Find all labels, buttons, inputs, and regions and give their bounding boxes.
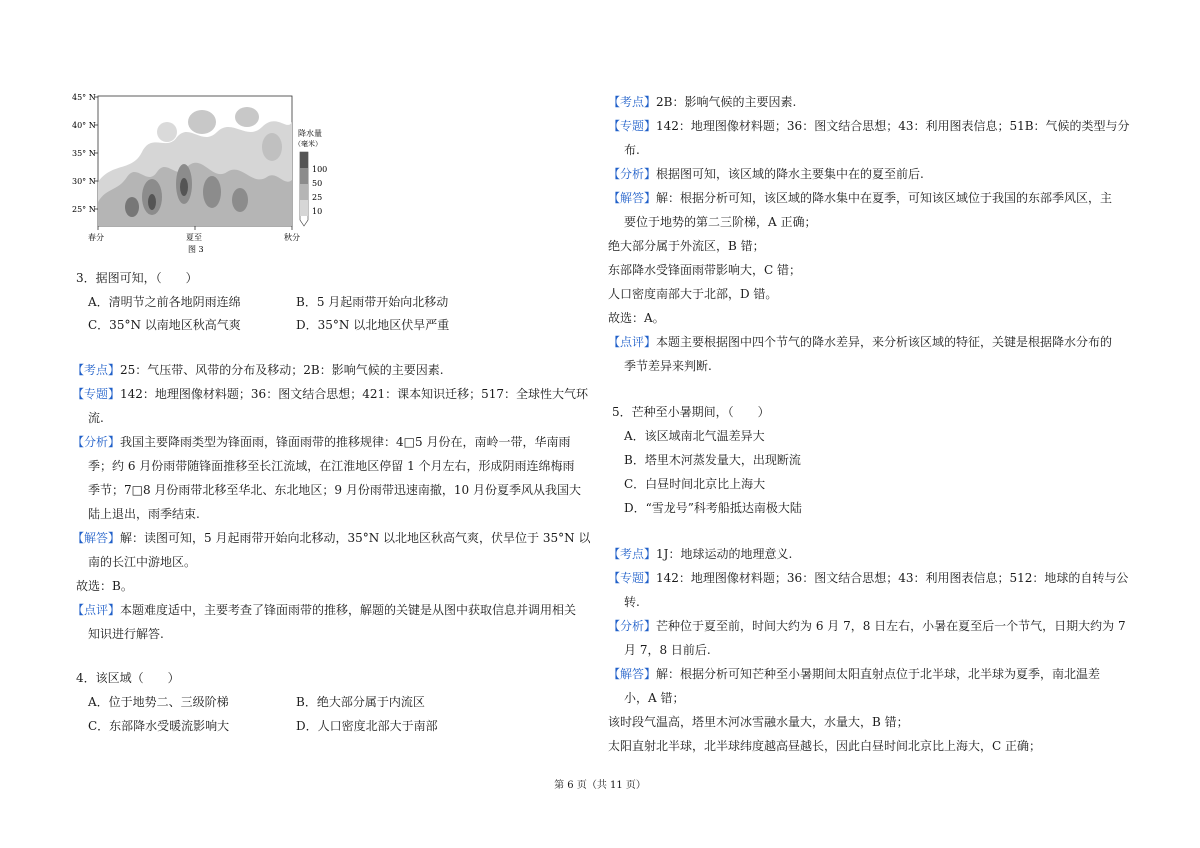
lat-label-40: 40° N bbox=[72, 121, 96, 130]
q3-zhuanti-text-1: 142：地理图像材料题；36：图文结合思想；421：课本知识迁移；517：全球性大气环 bbox=[120, 387, 589, 401]
q4-jieda-text-5: 人口密度南部大于北部，D 错。 bbox=[608, 287, 778, 301]
q4-jieda-text-3: 绝大部分属于外流区，B 错； bbox=[608, 239, 765, 253]
q5-jieda bbox=[608, 666, 1100, 682]
legend-bar bbox=[300, 152, 308, 226]
q5-option-c: C．白昼时间北京比上海大 bbox=[624, 477, 766, 491]
q5-option-b: B．塔里木河蒸发量大，出现断流 bbox=[624, 453, 801, 467]
q5-fenxi-text-1: 芒种位于夏至前，时间大约为 6 月 7，8 日左右，小暑在夏至后一个节气，日期大约为 7 bbox=[656, 619, 1126, 633]
q3-jieda-text-2: 南的长江中游地区。 bbox=[88, 555, 197, 569]
q3-dianping-text-1: 本题难度适中，主要考查了锋面雨带的推移，解题的关键是从图中获取信息并调用相关 bbox=[120, 603, 577, 617]
q3-zhuanti bbox=[72, 386, 588, 402]
q3-option-d: D．35°N 以北地区伏旱严重 bbox=[296, 318, 450, 332]
q4-zhuanti-text-2: 布. bbox=[624, 143, 640, 157]
q3-kaodian-tag: 【考点】 bbox=[72, 363, 121, 377]
q4-option-a: A．位于地势二、三级阶梯 bbox=[88, 695, 229, 709]
q4-zhuanti-tag: 【专题】 bbox=[608, 119, 657, 133]
q4-zhuanti-text-1: 142：地理图像材料题；36：图文结合思想；43：利用图表信息；51B：气候的类型与分 bbox=[656, 119, 1130, 133]
q5-jieda-text-1: 解：根据分析可知芒种至小暑期间太阳直射点位于北半球，北半球为夏季，南北温差 bbox=[656, 667, 1101, 681]
q3-dianping-tag: 【点评】 bbox=[72, 603, 121, 617]
q4-dianping bbox=[608, 334, 1112, 350]
q3-fenxi-tag: 【分析】 bbox=[72, 435, 121, 449]
q3-dianping-text-2: 知识进行解答. bbox=[88, 627, 164, 641]
q4-answer: 故选：A。 bbox=[608, 311, 665, 325]
q4-jieda bbox=[608, 190, 1112, 206]
precipitation-figure bbox=[72, 92, 332, 258]
lat-label-45: 45° N bbox=[72, 93, 96, 102]
q3-option-a: A．清明节之前各地阴雨连绵 bbox=[88, 295, 241, 309]
q5-kaodian bbox=[608, 546, 792, 562]
q3-kaodian-text: 25：气压带、风带的分布及移动；2B：影响气候的主要因素. bbox=[120, 363, 444, 377]
q3-dianping bbox=[72, 602, 576, 618]
precipitation-chart bbox=[72, 92, 332, 258]
q4-stem: 4．该区域（ ） bbox=[76, 671, 180, 685]
q4-kaodian bbox=[608, 94, 796, 110]
figure-caption: 图 3 bbox=[188, 245, 204, 254]
q5-fenxi bbox=[608, 618, 1126, 634]
q5-option-d: D．“雪龙号”科考船抵达南极大陆 bbox=[624, 501, 802, 515]
legend-value-100: 100 bbox=[312, 165, 328, 174]
q5-jieda-text-2: 小，A 错； bbox=[624, 691, 685, 705]
q5-zhuanti-text-2: 转. bbox=[624, 595, 640, 609]
q5-jieda-text-3: 该时段气温高，塔里木河冰雪融水量大，水量大，B 错； bbox=[608, 715, 909, 729]
q3-fenxi-text-2: 季；约 6 月份雨带随锋面推移至长江流域，在江淮地区停留 1 个月左右，形成阴雨连绵梅雨 bbox=[88, 459, 575, 473]
q3-stem: 3．据图可知，（ ） bbox=[76, 271, 198, 285]
q3-jieda bbox=[72, 530, 590, 546]
legend-value-50: 50 bbox=[312, 179, 323, 188]
x-label-qiufen: 秋分 bbox=[284, 233, 300, 242]
q5-kaodian-text: 1J：地球运动的地理意义. bbox=[656, 547, 793, 561]
q5-jieda-tag: 【解答】 bbox=[608, 667, 657, 681]
q4-dianping-tag: 【点评】 bbox=[608, 335, 657, 349]
q4-fenxi-text: 根据图可知，该区域的降水主要集中在的夏至前后. bbox=[656, 167, 924, 181]
q3-fenxi bbox=[72, 434, 570, 450]
q5-zhuanti-text-1: 142：地理图像材料题；36：图文结合思想；43：利用图表信息；512：地球的自转与公 bbox=[656, 571, 1129, 585]
q5-fenxi-tag: 【分析】 bbox=[608, 619, 657, 633]
legend-value-25: 25 bbox=[312, 193, 323, 202]
q3-answer: 故选：B。 bbox=[76, 579, 133, 593]
q4-jieda-text-1: 解：根据分析可知，该区域的降水集中在夏季，可知该区域位于我国的东部季风区，主 bbox=[656, 191, 1113, 205]
q5-fenxi-text-2: 月 7，8 日前后. bbox=[624, 643, 711, 657]
q3-jieda-text-1: 解：读图可知，5 月起雨带开始向北移动，35°N 以北地区秋高气爽，伏旱位于 35°N 以 bbox=[120, 531, 591, 545]
legend-unit: （毫米） bbox=[294, 140, 322, 148]
q4-jieda-tag: 【解答】 bbox=[608, 191, 657, 205]
q4-jieda-text-4: 东部降水受锋面雨带影响大，C 错； bbox=[608, 263, 801, 277]
q4-fenxi bbox=[608, 166, 924, 182]
q5-zhuanti bbox=[608, 570, 1128, 586]
x-label-xiazhi: 夏至 bbox=[186, 233, 202, 242]
q4-kaodian-text: 2B：影响气候的主要因素. bbox=[656, 95, 797, 109]
q4-dianping-text-1: 本题主要根据图中四个节气的降水差异，来分析该区域的特征，关键是根据降水分布的 bbox=[656, 335, 1113, 349]
q5-jieda-text-4: 太阳直射北半球，北半球纬度越高昼越长，因此白昼时间北京比上海大，C 正确； bbox=[608, 739, 1041, 753]
q5-kaodian-tag: 【考点】 bbox=[608, 547, 657, 561]
lat-label-25: 25° N bbox=[72, 205, 96, 214]
q3-fenxi-text-4: 陆上退出，雨季结束. bbox=[88, 507, 200, 521]
q3-fenxi-text-3: 季节；7□8 月份雨带北移至华北、东北地区；9 月份雨带迅速南撤，10 月份夏季风从我国大 bbox=[88, 483, 581, 497]
q5-zhuanti-tag: 【专题】 bbox=[608, 571, 657, 585]
q4-option-b: B．绝大部分属于内流区 bbox=[296, 695, 425, 709]
q4-zhuanti bbox=[608, 118, 1130, 134]
lat-label-30: 30° N bbox=[72, 177, 96, 186]
legend-title: 降水量 bbox=[298, 129, 322, 138]
q3-option-c: C．35°N 以南地区秋高气爽 bbox=[88, 318, 241, 332]
q5-stem: 5．芒种至小暑期间，（ ） bbox=[612, 405, 770, 419]
q4-kaodian-tag: 【考点】 bbox=[608, 95, 657, 109]
lat-label-35: 35° N bbox=[72, 149, 96, 158]
q3-zhuanti-text-2: 流. bbox=[88, 411, 104, 425]
q4-dianping-text-2: 季节差异来判断. bbox=[624, 359, 712, 373]
q3-jieda-tag: 【解答】 bbox=[72, 531, 121, 545]
x-label-chunfen: 春分 bbox=[88, 233, 104, 242]
q5-option-a: A．该区域南北气温差异大 bbox=[624, 429, 765, 443]
q4-jieda-text-2: 要位于地势的第二三阶梯，A 正确； bbox=[624, 215, 817, 229]
page-footer: 第 6 页（共 11 页） bbox=[554, 780, 646, 791]
q3-option-b: B．5 月起雨带开始向北移动 bbox=[296, 295, 449, 309]
q3-kaodian bbox=[72, 362, 444, 378]
q3-fenxi-text-1: 我国主要降雨类型为锋面雨，锋面雨带的推移规律：4□5 月份在，南岭一带，华南雨 bbox=[120, 435, 571, 449]
q4-fenxi-tag: 【分析】 bbox=[608, 167, 657, 181]
q4-option-d: D．人口密度北部大于南部 bbox=[296, 719, 438, 733]
q3-zhuanti-tag: 【专题】 bbox=[72, 387, 121, 401]
q4-option-c: C．东部降水受暖流影响大 bbox=[88, 719, 230, 733]
legend-value-10: 10 bbox=[312, 207, 323, 216]
